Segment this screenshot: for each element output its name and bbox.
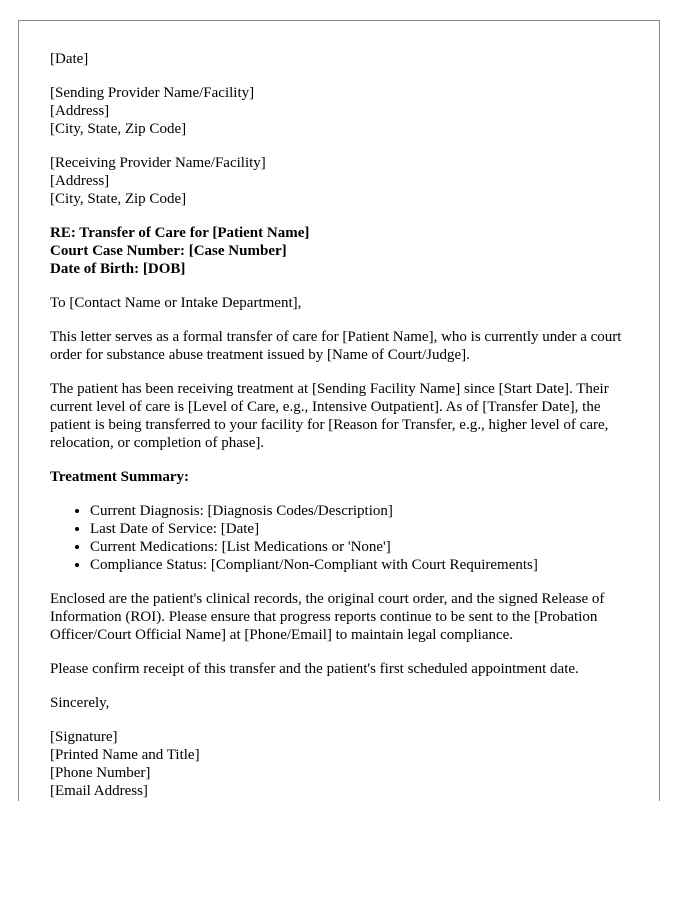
body-paragraph-1: This letter serves as a formal transfer of care for [Patient Name], who is currently under a court order for substance abuse treatment issued by [Name of Court/Judge]. bbox=[50, 329, 622, 363]
letter-page bbox=[18, 20, 660, 801]
salutation: To [Contact Name or Intake Department], bbox=[50, 295, 302, 311]
re-dob: Date of Birth: [DOB] bbox=[50, 261, 186, 277]
email-address: [Email Address] bbox=[50, 783, 148, 799]
treatment-summary-list bbox=[50, 502, 640, 574]
summary-item-last-service: • Last Date of Service: [Date] bbox=[90, 520, 640, 538]
receiver-name: [Receiving Provider Name/Facility] bbox=[50, 155, 266, 171]
printed-name-title: [Printed Name and Title] bbox=[50, 747, 200, 763]
summary-item-medications: • Current Medications: [List Medications or 'None'] bbox=[90, 538, 640, 556]
signature-placeholder: [Signature] bbox=[50, 729, 118, 745]
summary-item-compliance: • Compliance Status: [Compliant/Non-Compliant with Court Requirements] bbox=[90, 556, 640, 574]
phone-number: [Phone Number] bbox=[50, 765, 151, 781]
receiver-address: [Address] bbox=[50, 173, 110, 189]
re-case-number: Court Case Number: [Case Number] bbox=[50, 243, 287, 259]
receiver-address-block bbox=[50, 154, 640, 208]
signature-block bbox=[50, 728, 640, 800]
sign-off: Sincerely, bbox=[50, 695, 110, 711]
treatment-summary-heading: Treatment Summary: bbox=[50, 469, 189, 485]
sender-name: [Sending Provider Name/Facility] bbox=[50, 85, 255, 101]
receiver-city-state-zip: [City, State, Zip Code] bbox=[50, 191, 187, 207]
enclosure-paragraph: Enclosed are the patient's clinical records, the original court order, and the signed Release of Information (ROI). Please ensure that progress reports continue to be sent to the [Probation Officer/Court Official Name] at [Phone/Email] to maintain legal compliance. bbox=[50, 591, 605, 643]
sender-address: [Address] bbox=[50, 103, 110, 119]
confirm-paragraph: Please confirm receipt of this transfer and the patient's first scheduled appointment date. bbox=[50, 661, 579, 677]
sender-city-state-zip: [City, State, Zip Code] bbox=[50, 121, 187, 137]
letter-content bbox=[50, 50, 640, 801]
re-block bbox=[50, 224, 640, 278]
date-line: [Date] bbox=[50, 51, 89, 67]
body-paragraph-2: The patient has been receiving treatment at [Sending Facility Name] since [Start Date]. Their current level of care is [Level of Care, e.g., Intensive Outpatient]. As of [Transfer Date], the patient is being transferred to your facility for [Reason for Transfer, e.g., higher level of care, relocation, or completion of phase]. bbox=[50, 381, 609, 451]
re-subject: RE: Transfer of Care for [Patient Name] bbox=[50, 225, 310, 241]
summary-item-diagnosis: • Current Diagnosis: [Diagnosis Codes/Description] bbox=[90, 502, 640, 520]
sender-address-block bbox=[50, 84, 640, 138]
